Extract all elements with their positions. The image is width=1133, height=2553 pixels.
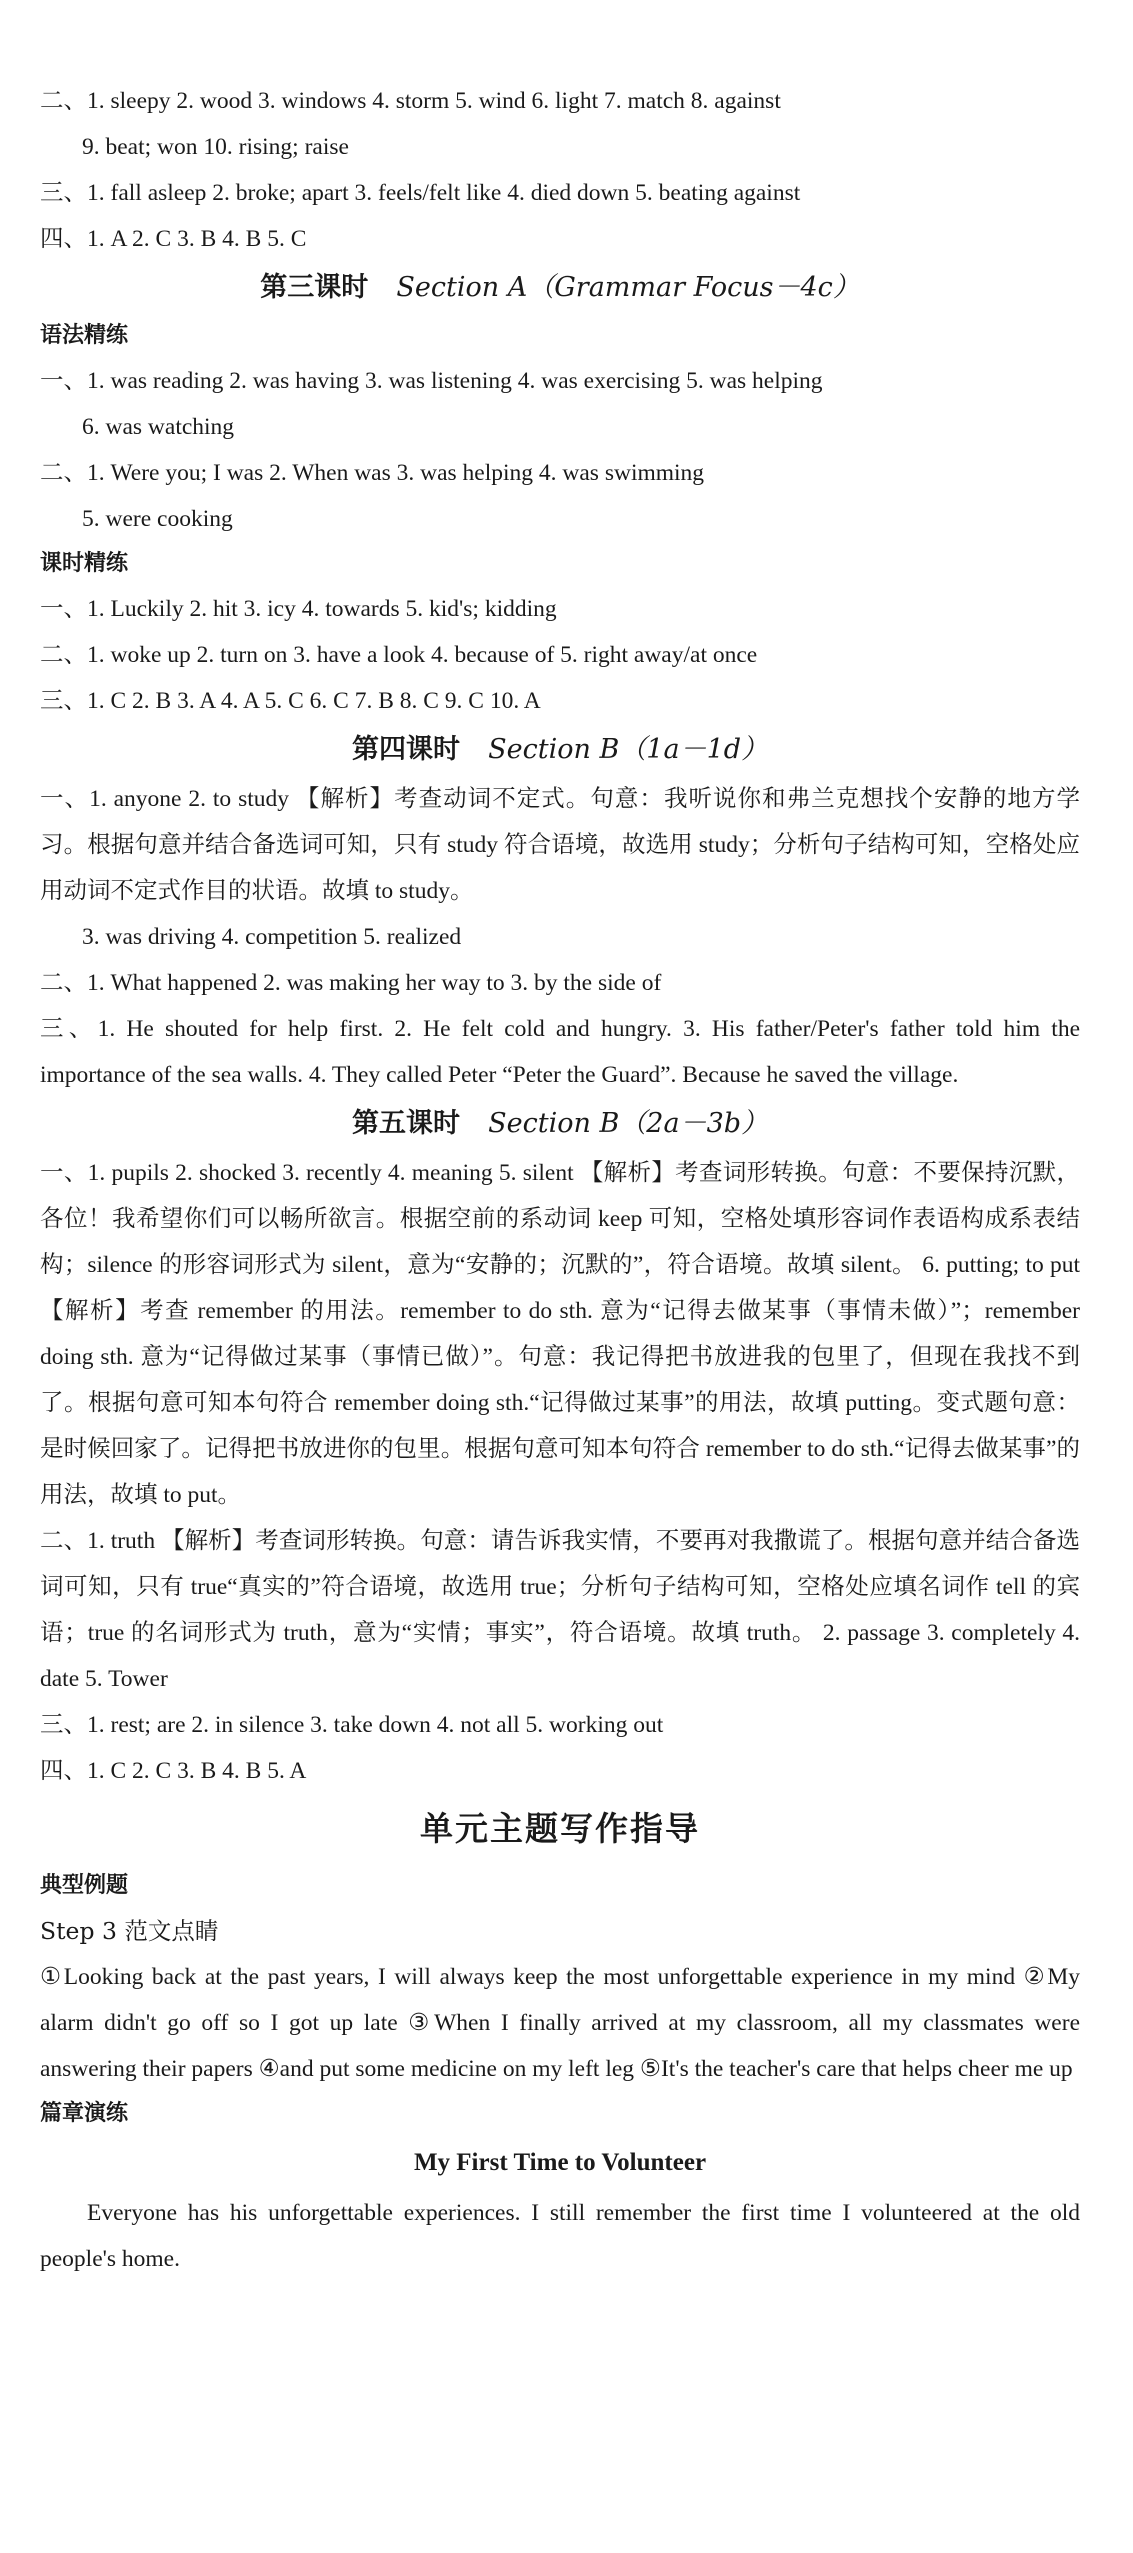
answer-line: 3. was driving 4. competition 5. realized <box>82 924 462 950</box>
unit-writing-title: 单元主题写作指导 <box>420 1809 700 1848</box>
lesson-title: 第五课时 <box>351 1108 460 1139</box>
step-label: Step 3 范文点睛 <box>40 1917 219 1945</box>
lesson-section: Section B（1a－1d） <box>488 734 769 765</box>
answer-line: 三、1. C 2. B 3. A 4. A 5. C 6. C 7. B 8. C 9. C 10. A <box>40 688 541 714</box>
subheading-typical: 典型例题 <box>40 1873 129 1898</box>
subheading-grammar: 语法精练 <box>40 323 129 348</box>
answer-line: 6. was watching <box>82 414 235 440</box>
answer-line: 9. beat; won 10. rising; raise <box>82 134 349 160</box>
answer-page <box>40 78 1080 2282</box>
answer-line: 三、1. rest; are 2. in silence 3. take down 4. not all 5. working out <box>40 1712 664 1738</box>
subheading-chapter: 篇章演练 <box>40 2101 129 2126</box>
answer-paragraph: 二、1. truth 【解析】考查词形转换。句意：请告诉我实情，不要再对我撒谎了。根据句意并结合备选词可知，只有 true“真实的”符合语境，故选用 true；分析句子结构可知，空格处应填名词作 tell 的宾语；true 的名词形式为 truth，意为“实情；事实”，符合语境。故填 truth。 2. passage 3. completely 4. date 5. Tower <box>40 1528 1080 1692</box>
lesson-4-heading <box>40 724 1080 776</box>
answer-paragraph: 一、1. pupils 2. shocked 3. recently 4. meaning 5. silent 【解析】考查词形转换。句意：不要保持沉默，各位！我希望你们可以畅所欲言。根据空前的系动词 keep 可知，空格处填形容词作表语构成系表结构；silence 的形容词形式为 silent，意为“安静的；沉默的”，符合语境。故填 silent。 6. putting; to put 【解析】考查 remember 的用法。remember to do sth. 意为“记得去做某事（事情未做）”；remember doing sth. 意为“记得做过某事（事情已做）”。句意：我记得把书放进我的包里了，但现在我找不到了。根据句意可知本句符合 remember doing sth.“记得做过某事”的用法，故填 putting。变式题句意：是时候回家了。记得把书放进你的包里。根据句意可知本句符合 remember to do sth.“记得去做某事”的用法，故填 to put。 <box>40 1160 1080 1508</box>
answer-paragraph: 一、1. anyone 2. to study 【解析】考查动词不定式。句意：我听说你和弗兰克想找个安静的地方学习。根据句意并结合备选词可知，只有 study 符合语境，故选用 study；分析句子结构可知，空格处应用动词不定式作目的状语。故填 to study。 <box>40 786 1080 904</box>
lesson-section: Section A（Grammar Focus－4c） <box>396 272 860 303</box>
model-sentences: ①Looking back at the past years, I will always keep the most unforgettable experience in my mind ②My alarm didn't go off so I got up late ③When I finally arrived at my classroom, all my classmates were answering their papers ④and put some medicine on my left leg ⑤It's the teacher's care that helps cheer me up <box>40 1964 1080 2082</box>
subheading-practice: 课时精练 <box>40 551 129 576</box>
answer-paragraph: 三、1. He shouted for help first. 2. He felt cold and hungry. 3. His father/Peter's father told him the importance of the sea walls. 4. They called Peter “Peter the Guard”. Because he saved the village. <box>40 1016 1080 1088</box>
answer-line: 一、1. was reading 2. was having 3. was listening 4. was exercising 5. was helping <box>40 368 823 394</box>
lesson-title: 第四课时 <box>351 734 460 765</box>
essay-title: My First Time to Volunteer <box>413 2149 707 2176</box>
answer-line: 四、1. C 2. C 3. B 4. B 5. A <box>40 1758 307 1784</box>
essay-body: Everyone has his unforgettable experiences. I still remember the first time I volunteered at the old people's home. <box>40 2200 1080 2272</box>
answer-line: 5. were cooking <box>82 506 233 532</box>
answer-line: 四、1. A 2. C 3. B 4. B 5. C <box>40 226 307 252</box>
answer-line: 二、1. sleepy 2. wood 3. windows 4. storm 5. wind 6. light 7. match 8. against <box>40 88 781 114</box>
answer-line: 二、1. Were you; I was 2. When was 3. was helping 4. was swimming <box>40 460 705 486</box>
answer-line: 三、1. fall asleep 2. broke; apart 3. feels/felt like 4. died down 5. beating against <box>40 180 801 206</box>
lesson-3-heading <box>40 262 1080 314</box>
answer-line: 一、1. Luckily 2. hit 3. icy 4. towards 5. kid's; kidding <box>40 596 557 622</box>
answer-line: 二、1. What happened 2. was making her way to 3. by the side of <box>40 970 662 996</box>
lesson-title: 第三课时 <box>260 272 369 303</box>
lesson-section: Section B（2a－3b） <box>488 1108 769 1139</box>
answer-line: 二、1. woke up 2. turn on 3. have a look 4. because of 5. right away/at once <box>40 642 758 668</box>
lesson-5-heading <box>40 1098 1080 1150</box>
